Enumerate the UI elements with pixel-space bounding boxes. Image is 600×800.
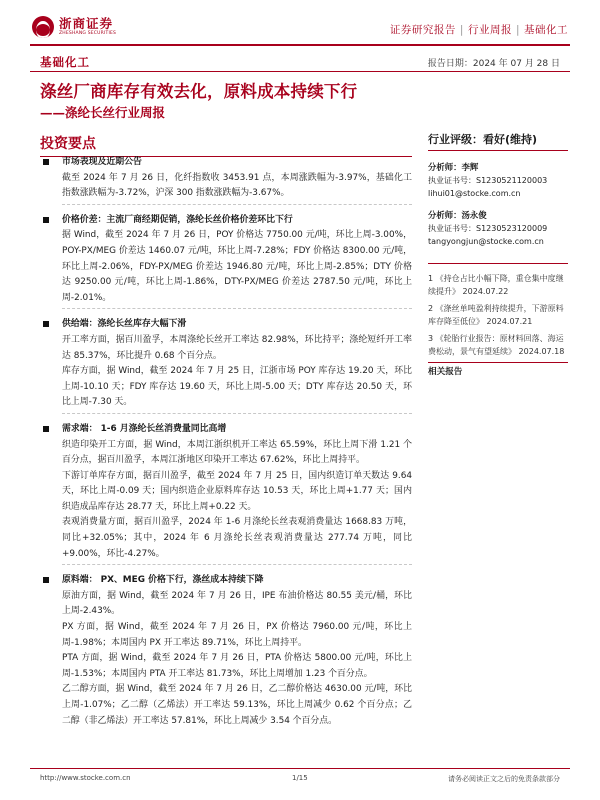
section-paragraph: 织造印染开工方面，据 Wind，本周江浙织机开工率达 65.59%，环比上周下滑 1.21 个百分点，据百川盈孚，本周江浙地区印染开工率达 67.62%，环比上周持平。 [62, 439, 412, 466]
section-raw-materials [40, 573, 412, 729]
related-report-date: 2024.07.21 [486, 317, 533, 326]
analyst-email[interactable]: lihui01@stocke.com.cn [428, 189, 521, 198]
section-paragraph: 乙二醇方面，据 Wind，截至 2024 年 7 月 26 日，乙二醇价格达 4630.00 元/吨，环比上周-1.07%；乙二醇（乙烯法）开工率达 59.13%，环比上周减少 0.62 个百分点；乙二醇（非乙烯法）开工率达 57.81%，环比上周减少 3.54 个百分点。 [62, 684, 412, 726]
analyst-license: 执业证书号：S1230521120003 [428, 176, 548, 185]
investment-highlights-heading [40, 133, 412, 157]
related-report-item[interactable] [428, 332, 568, 358]
industry-label: 基础化工 [40, 55, 90, 69]
section-paragraph: PX 方面，据 Wind，截至 2024 年 7 月 26 日，PX 价格达 7960.00 元/吨，环比上周-1.98%；本周国内 PX 开工率达 89.71%，环比上周持平。 [62, 622, 412, 648]
section-divider [62, 308, 412, 309]
section-paragraph: 库存方面，据 Wind，截至 2024 年 7 月 25 日，江浙市场 POY 库存达 19.20 天，环比上周-10.10 天；FDY 库存达 19.60 天，环比上周-5.00 天；DTY 库存达 20.50 天，环比上周-7.30 天。 [62, 366, 412, 408]
footer-url[interactable]: http://www.stocke.com.cn [40, 774, 131, 782]
section-market [40, 155, 412, 205]
section-paragraph: 截至 2024 年 7 月 26 日，化纤指数收 3453.91 点，本周涨跌幅为-3.97%，基础化工指数涨跌幅为-3.72%，沪深 300 指数涨跌幅为-3.67%。 [62, 172, 412, 199]
analyst-license: 执业证书号：S1230523120009 [428, 224, 548, 233]
section-divider [62, 564, 412, 565]
section-title: 供给端：涤纶长丝库存大幅下滑 [40, 317, 412, 333]
analyst-name: 分析师：李辉 [428, 162, 479, 172]
analyst-card [428, 161, 568, 200]
analyst-list [428, 161, 568, 264]
related-list [428, 272, 568, 379]
section-supply [40, 317, 412, 414]
industry-rating: 行业评级：看好(维持) [428, 133, 568, 151]
logo-name-en: ZHESHANG SECURITIES [59, 31, 117, 36]
footer-disclaimer: 请务必阅读正文之后的免责条款部分 [448, 775, 560, 783]
section-price-spread [40, 213, 412, 310]
main-content [40, 155, 412, 737]
section-paragraph: 据 Wind，截至 2024 年 7 月 26 日，POY 价格达 7750.00 元/吨，环比上周-3.00%，POY-PX/MEG 价差达 1460.07 元/吨，环比上周-7.28%；FDY 价格达 8300.00 元/吨，环比上周-2.06%，FDY-PX/MEG 价差达 1946.80 元/吨，环比上周-2.85%；DTY 价格达 9250.00 元/吨，环比上周-1.86%，DTY-PX/MEG 价差达 2787.50 元/吨，环比上周-2.01%。 [62, 230, 412, 303]
related-report-title: 1 《持仓占比小幅下降，重仓集中度继续提升》 [428, 274, 564, 296]
section-title: 价格价差：主流厂商经期促销，涤纶长丝价格价差环比下行 [40, 213, 412, 229]
section-demand [40, 422, 412, 565]
sidebar [428, 133, 568, 379]
report-tags: 证券研究报告 | 行业周报 | 基础化工 [389, 24, 568, 36]
analyst-card [428, 209, 568, 248]
section-title: 需求端： 1-6 月涤纶长丝消费量同比高增 [40, 422, 412, 438]
logo-name-cn: 浙商证券 [59, 16, 114, 31]
section-title: 市场表现及近期公告 [40, 155, 412, 171]
related-report-date: 2024.07.18 [518, 347, 565, 356]
report-date: 报告日期：2024 年 07 月 28 日 [427, 59, 560, 69]
header-rule [30, 44, 570, 46]
industry-rule [30, 71, 570, 72]
related-reports-heading: 相关报告 [428, 362, 568, 379]
section-paragraph: PTA 方面，据 Wind，截至 2024 年 7 月 26 日，PTA 价格达 5800.00 元/吨，环比上周-1.53%；本周国内 PTA 开工率达 81.73%，环比上周增加 1.23 个百分点。 [62, 653, 412, 679]
tag-research-report: 证券研究报告 [389, 24, 456, 36]
report-title: 涤丝厂商库存有效去化，原料成本持续下行 [40, 82, 358, 101]
section-divider [62, 204, 412, 205]
related-report-item[interactable] [428, 302, 568, 328]
logo-mark-icon [32, 16, 54, 38]
footer-rule [30, 768, 570, 769]
related-report-title: 3 《轮胎行业报告：原材料回落、海运费松动，景气有望延续》 [428, 334, 564, 356]
tag-industry: 基础化工 [524, 24, 568, 36]
related-report-date: 2024.07.22 [462, 287, 509, 296]
section-paragraph: 下游订单库存方面，据百川盈孚，截至 2024 年 7 月 25 日，国内织造订单天数达 9.64 天，环比上周-0.09 天；国内织造企业原料库存达 10.53 天，环比上周+1.77 天；国内织造成品库存达 28.77 天，环比上周+0.22 天。 [62, 470, 412, 512]
page-number: 1/15 [292, 774, 308, 782]
related-report-item[interactable] [428, 272, 568, 298]
section-divider [62, 413, 412, 414]
section-paragraph: 开工率方面，据百川盈孚，本周涤纶长丝开工率达 82.98%，环比持平；涤纶短纤开工率达 85.37%，环比提升 0.68 个百分点。 [62, 334, 412, 361]
analyst-name: 分析师：汤永俊 [428, 210, 487, 220]
section-title: 原料端： PX、MEG 价格下行，涤丝成本持续下降 [40, 573, 412, 589]
section-heading-text: 投资要点 [40, 136, 96, 152]
analyst-email[interactable]: tangyongjun@stocke.com.cn [428, 237, 544, 246]
tag-weekly: 行业周报 [467, 24, 512, 36]
section-paragraph: 表观消费量方面，据百川盈孚，2024 年 1-6 月涤纶长丝表观消费量达 1668.83 万吨，同比+32.05%；其中，2024 年 6 月涤纶长丝表观消费量达 277.74 万吨，同比+9.00%，环比-4.27%。 [62, 517, 412, 559]
section-paragraph: 原油方面，据 Wind，截至 2024 年 7 月 26 日，IPE 布油价格达 80.55 美元/桶，环比上周-2.43%。 [62, 590, 412, 617]
report-subtitle: ——涤纶长丝行业周报 [40, 105, 166, 120]
related-report-title: 2 《涤丝单吨盈利持续提升，下游原料库存降至低位》 [428, 304, 564, 326]
company-logo [32, 14, 132, 40]
